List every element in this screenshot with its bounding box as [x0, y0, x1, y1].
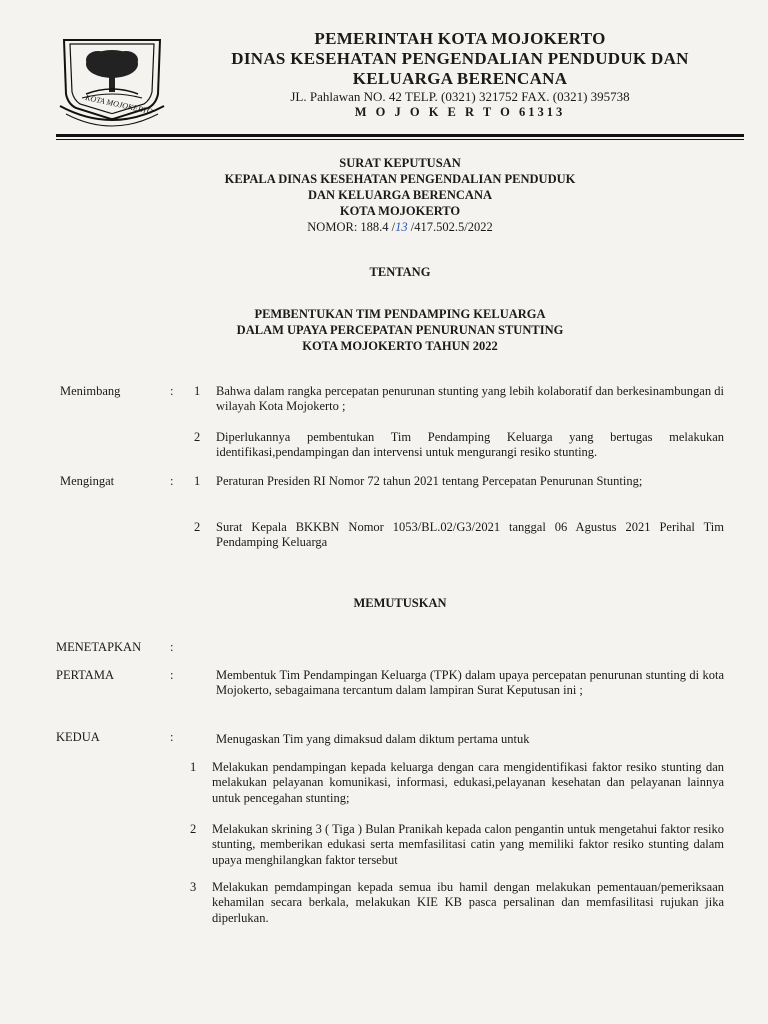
mengingat-num-1: 1: [194, 474, 201, 488]
subject-line-1: PEMBENTUKAN TIM PENDAMPING KELUARGA: [254, 307, 546, 321]
kedua-num-2: 2: [190, 822, 197, 836]
menimbang-colon: :: [170, 384, 174, 398]
menimbang-text-1: Bahwa dalam rangka percepatan penurunan stunting yang lebih kolaboratif dan berkesinambungan di wilayah Kota Mojokerto ;: [216, 384, 724, 414]
menimbang-label: Menimbang: [60, 384, 121, 398]
kedua-num-3: 3: [190, 880, 197, 894]
doc-number-handwritten: 13: [395, 220, 408, 234]
kedua-item-1: Melakukan pendampingan kepada keluarga dengan cara mengidentifikasi faktor resiko stunting dan melakukan pelayanan komunikasi, informasi, edukasi,pelayanan kesehatan dan pelayanan lainnya untuk pencegahan stunting;: [212, 760, 724, 805]
doc-number-suffix: /417.502.5/2022: [407, 220, 493, 234]
pertama-text: Membentuk Tim Pendampingan Keluarga (TPK) dalam upaya percepatan penurunan stunting di kota Mojokerto, sebagaimana tercantum dalam lampiran Surat Keputusan ini ;: [216, 668, 724, 698]
doc-type: SURAT KEPUTUSAN: [339, 156, 461, 170]
pertama-colon: :: [170, 668, 174, 682]
kedua-item-3: Melakukan pemdampingan kepada semua ibu hamil dengan melakukan pementauan/pemeriksaan kehamilan secara berkala, melakukan KIE KB pasca persalinan dan memfasilitasi rujukan jika diperlukan.: [212, 880, 724, 925]
section-memutuskan: MEMUTUSKAN: [353, 596, 447, 610]
letterhead-address: JL. Pahlawan NO. 42 TELP. (0321) 321752 FAX. (0321) 395738: [290, 89, 630, 104]
doc-issuer: KEPALA DINAS KESEHATAN PENGENDALIAN PENDUDUK: [224, 172, 576, 186]
menimbang-text-2: Diperlukannya pembentukan Tim Pendamping Keluarga yang bertugas melakukan identifikasi,pendampingan dan intervensi untuk mengurangi resiko stunting.: [216, 430, 724, 460]
mengingat-num-2: 2: [194, 520, 201, 534]
letterhead-city: M O J O K E R T O 61313: [354, 105, 566, 119]
menetapkan-label: MENETAPKAN: [56, 640, 142, 654]
subject-line-2: DALAM UPAYA PERCEPATAN PENURUNAN STUNTING: [236, 323, 564, 337]
doc-issuer-cont: DAN KELUARGA BERENCANA: [307, 188, 493, 202]
menetapkan-colon: :: [170, 640, 174, 654]
doc-issuer-city: KOTA MOJOKERTO: [339, 204, 461, 218]
kedua-label: KEDUA: [56, 730, 100, 744]
doc-number: [60, 220, 740, 236]
letterhead-government: PEMERINTAH KOTA MOJOKERTO: [314, 29, 606, 48]
letterhead-agency: DINAS KESEHATAN PENGENDALIAN PENDUDUK DAN: [231, 49, 689, 68]
letterhead-agency-cont: KELUARGA BERENCANA: [352, 69, 568, 88]
subject-line-3: KOTA MOJOKERTO TAHUN 2022: [302, 339, 498, 353]
kedua-item-2: Melakukan skrining 3 ( Tiga ) Bulan Pranikah kepada calon pengantin untuk mengetahui faktor resiko stunting, memberikan edukasi serta memfasilitasi catin yang memiliki faktor resiko stunting dalam upaya menghilangkan faktor tersebut: [212, 822, 724, 867]
pertama-label: PERTAMA: [56, 668, 114, 682]
mengingat-label: Mengingat: [60, 474, 115, 488]
section-tentang: TENTANG: [369, 265, 431, 279]
menimbang-num-1: 1: [194, 384, 201, 398]
doc-number-prefix: NOMOR: 188.4 /: [307, 220, 396, 234]
kedua-colon: :: [170, 730, 174, 744]
logo-caption: KOTA MOJOKERTO: [84, 93, 154, 117]
mengingat-text-2: Surat Kepala BKKBN Nomor 1053/BL.02/G3/2021 tanggal 06 Agustus 2021 Perihal Tim Pendamping Keluarga: [216, 520, 724, 550]
letterhead-rule-thick: [56, 134, 744, 137]
menimbang-num-2: 2: [194, 430, 201, 444]
letterhead-rule-thin: [56, 139, 744, 140]
kedua-num-1: 1: [190, 760, 197, 774]
mengingat-text-1: Peraturan Presiden RI Nomor 72 tahun 2021 tentang Percepatan Penurunan Stunting;: [216, 474, 643, 488]
mengingat-colon: :: [170, 474, 174, 488]
kedua-text: Menugaskan Tim yang dimaksud dalam diktum pertama untuk: [216, 732, 530, 746]
